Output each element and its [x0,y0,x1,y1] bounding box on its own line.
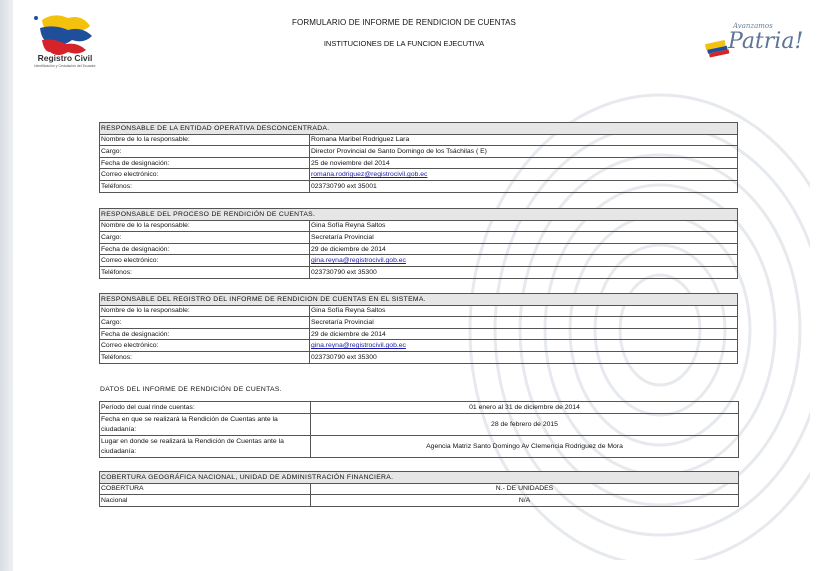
patria-text: Patria! [728,29,804,54]
column-header: N.- DE UNIDADES [311,483,739,495]
section-heading: COBERTURA GEOGRÁFICA NACIONAL, UNIDAD DE ADMINISTRACIÓN FINANCIERA. [100,472,739,484]
table-row [100,220,738,232]
field-label: Teléfonos: [100,180,310,192]
page-subtitle: INSTITUCIONES DE LA FUNCION EJECUTIVA [323,39,485,48]
table-row [100,483,739,495]
field-value: Romana Maribel Rodriguez Lara [310,134,738,146]
section-registro-table [99,293,738,364]
field-value: Secretaría Provincial [310,232,738,244]
cobertura-table [99,471,739,507]
table-row [100,340,738,352]
field-label: Teléfonos: [100,351,310,363]
email-link[interactable]: romana.rodriguez@registrocivil.gob.ec [311,171,428,179]
email-link[interactable]: gina.reyna@registrocivil.gob.ec [311,257,406,265]
field-label: Fecha de designación: [100,157,310,169]
field-label: Período del cual rinde cuentas: [100,402,311,414]
table-row [100,180,738,192]
field-label: Correo electrónico: [100,255,310,267]
table-row [100,243,738,255]
table-row [100,351,738,363]
field-label: Lugar en donde se realizará la Rendición de Cuentas ante la ciudadanía: [100,436,311,458]
field-value: Agencia Matriz Santo Domingo Av Clemencia Rodriguez de Mora [311,436,739,458]
field-value: N/A [311,495,739,507]
field-value: Director Provincial de Santo Domingo de los Tsáchilas ( E) [310,146,738,158]
field-label: Correo electrónico: [100,340,310,352]
avanzamos-text: Avanzamos [733,22,773,30]
table-row [100,134,738,146]
field-value: Gina Sofía Reyna Saltos [310,305,738,317]
field-label: Nacional [100,495,311,507]
field-label: Fecha de designación: [100,328,310,340]
field-value: 01 enero al 31 de diciembre de 2014 [311,402,739,414]
table-row [100,232,738,244]
table-row [100,146,738,158]
datos-heading: DATOS DEL INFORME DE RENDICIÓN DE CUENTAS. [100,386,282,393]
page-title: FORMULARIO DE INFORME DE RENDICION DE CUENTAS [292,18,516,27]
section-heading: RESPONSABLE DEL PROCESO DE RENDICIÓN DE CUENTAS. [100,209,738,221]
field-label: Cargo: [100,146,310,158]
table-row [100,169,738,181]
table-row [100,414,739,436]
section-entidad-table [99,122,738,193]
section-heading: RESPONSABLE DEL REGISTRO DEL INFORME DE RENDICION DE CUENTAS EN EL SISTEMA. [100,294,738,306]
field-value: 023730790 ext 35300 [310,266,738,278]
field-label: Nombre de lo la responsable: [100,305,310,317]
field-label: Cargo: [100,232,310,244]
field-value: Secretaría Provincial [310,317,738,329]
table-row [100,305,738,317]
field-value: Gina Sofía Reyna Saltos [310,220,738,232]
table-row [100,495,739,507]
field-value: 29 de diciembre de 2014 [310,243,738,255]
field-value: 29 de diciembre de 2014 [310,328,738,340]
table-row [100,157,738,169]
field-label: Nombre de lo la responsable: [100,134,310,146]
field-value: 023730790 ext 35300 [310,351,738,363]
section-proceso-table [99,208,738,279]
field-label: Fecha en que se realizará la Rendición de Cuentas ante la ciudadanía: [100,414,311,436]
registro-civil-logo-icon [24,12,106,80]
table-row [100,266,738,278]
field-label: Fecha de designación: [100,243,310,255]
table-row [100,436,739,458]
left-edge-strip [0,0,13,571]
registro-civil-tagline: Identificación y Cedulación del Ecuador [34,64,96,68]
field-label: Nombre de lo la responsable: [100,220,310,232]
email-link[interactable]: gina.reyna@registrocivil.gob.ec [311,342,406,350]
datos-informe-table [99,401,739,458]
field-value: 023730790 ext 35001 [310,180,738,192]
table-row [100,255,738,267]
field-label: Teléfonos: [100,266,310,278]
column-header: COBERTURA [100,483,311,495]
section-heading: RESPONSABLE DE LA ENTIDAD OPERATIVA DESCONCENTRADA. [100,123,738,135]
table-row [100,328,738,340]
field-label: Cargo: [100,317,310,329]
field-value: 25 de noviembre del 2014 [310,157,738,169]
field-value: 28 de febrero de 2015 [311,414,739,436]
table-row [100,317,738,329]
field-label: Correo electrónico: [100,169,310,181]
table-row [100,402,739,414]
registro-civil-name: Registro Civil [37,53,93,63]
